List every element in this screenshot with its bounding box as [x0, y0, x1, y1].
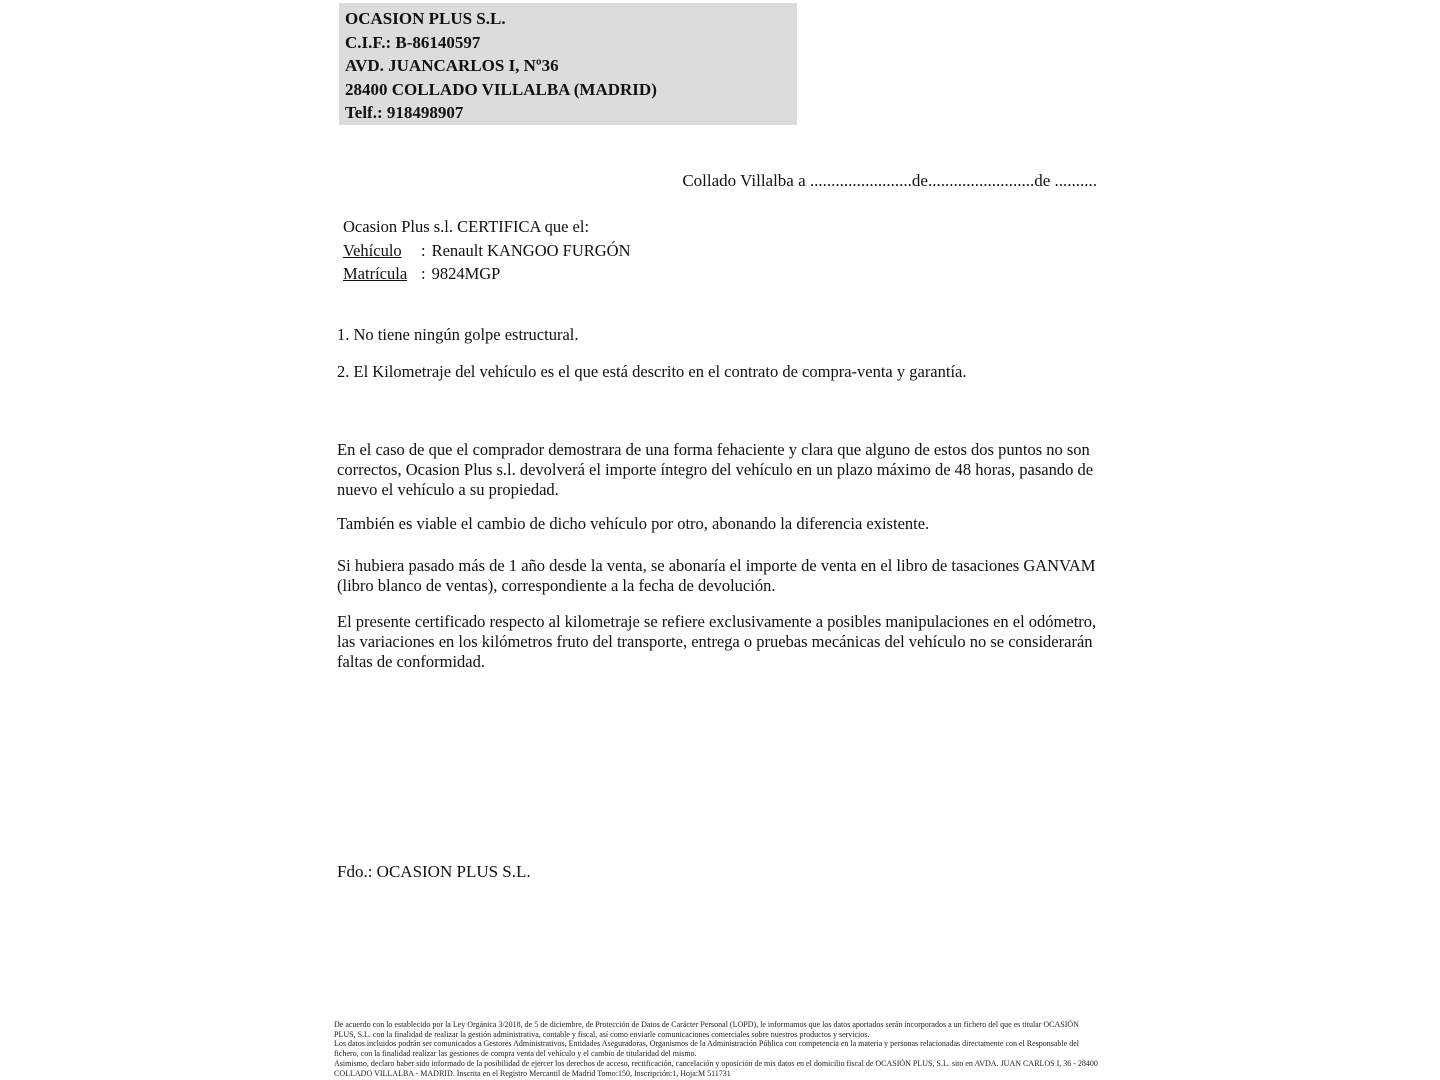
- odometer-clause-paragraph: El presente certificado respecto al kilometraje se refiere exclusivamente a posibles manipulaciones en el odómetro, las variaciones en los kilómetros fruto del transporte, entrega o pruebas mecánicas del vehículo no se considerarán faltas de conformidad.: [337, 612, 1097, 671]
- company-phone: Telf.: 918498907: [345, 103, 464, 122]
- exchange-clause-paragraph: También es viable el cambio de dicho vehículo por otro, abonando la diferencia existente.: [337, 514, 930, 533]
- legal-fine-print: [334, 1020, 1100, 1078]
- refund-clause-paragraph: En el caso de que el comprador demostrara de una forma fehaciente y clara que alguno de estos dos puntos no son correctos, Ocasion Plus s.l. devolverá el importe íntegro del vehículo en un plazo máximo de 48 horas, pasando de nuevo el vehículo a su propiedad.: [337, 440, 1094, 499]
- legal-paragraph-rights: Asimismo, declaro haber sido informado de la posibilidad de ejercer los derechos de acceso, rectificación, cancelación y oposición de mis datos en el domicilio fiscal de OCASIÓN PLUS, S.L. sito en AVDA. JUAN CARLOS I, 36 - 28400 COLLADO VILLALBA - MADRID. Inscrita en el Registro Mercantil de Madrid Tomo:150, Inscripción:1, Hoja:M 511731: [334, 1058, 1098, 1078]
- plate-field-row: [343, 262, 631, 286]
- vehicle-field-separator: :: [421, 240, 426, 260]
- company-cif: C.I.F.: B-86140597: [345, 32, 481, 52]
- plate-field-value: 9824MGP: [431, 264, 501, 283]
- plate-field-label: Matrícula: [343, 264, 408, 283]
- company-address: AVD. JUANCARLOS I, Nº36: [345, 56, 559, 75]
- signature-line: Fdo.: OCASION PLUS S.L.: [337, 862, 531, 881]
- date-fill-in-line: Collado Villalba a ........................de.........................de ..........: [682, 171, 1097, 190]
- ganvam-clause-paragraph: Si hubiera pasado más de 1 año desde la venta, se abonaría el importe de venta en el libro de tasaciones GANVAM (libro blanco de ventas), correspondiente a la fecha de devolución.: [337, 556, 1096, 595]
- certify-block: [343, 215, 631, 286]
- certify-intro: Ocasion Plus s.l. CERTIFICA que el:: [343, 217, 590, 236]
- vehicle-field-label: Vehículo: [343, 240, 402, 260]
- vehicle-field-row: [343, 239, 631, 263]
- vehicle-field-value: Renault KANGOO FURGÓN: [431, 240, 631, 260]
- company-city: 28400 COLLADO VILLALBA (MADRID): [345, 79, 657, 99]
- certified-point-2: 2. El Kilometraje del vehículo es el que está descrito en el contrato de compra-venta y garantía.: [337, 362, 967, 381]
- company-header-box: [339, 3, 797, 125]
- legal-paragraph-data-sharing: Los datos incluidos podrán ser comunicados a Gestores Administrativos, Entidades Aseguradoras, Organismos de la Administración Pública con competencia en la materia y personas relacionadas directamente con el Responsable del fichero, con la finalidad realizar las gestiones de compra venta del vehículo y el cambio de titularidad del mismo.: [334, 1039, 1079, 1059]
- company-name: OCASION PLUS S.L.: [345, 9, 506, 28]
- plate-field-separator: :: [421, 264, 426, 283]
- certified-point-1: 1. No tiene ningún golpe estructural.: [337, 325, 579, 344]
- legal-paragraph-lopd: De acuerdo con lo establecido por la Ley Orgánica 3/2018, de 5 de diciembre, de Protección de Datos de Carácter Personal (LOPD), le informamos que los datos aportados serán incorporados a un fichero del que es titular OCASIÓN PLUS, S.L. con la finalidad de realizar la gestión administrativa, contable y fiscal, así como enviarle comunicaciones comerciales sobre nuestros productos y servicios.: [334, 1020, 1079, 1039]
